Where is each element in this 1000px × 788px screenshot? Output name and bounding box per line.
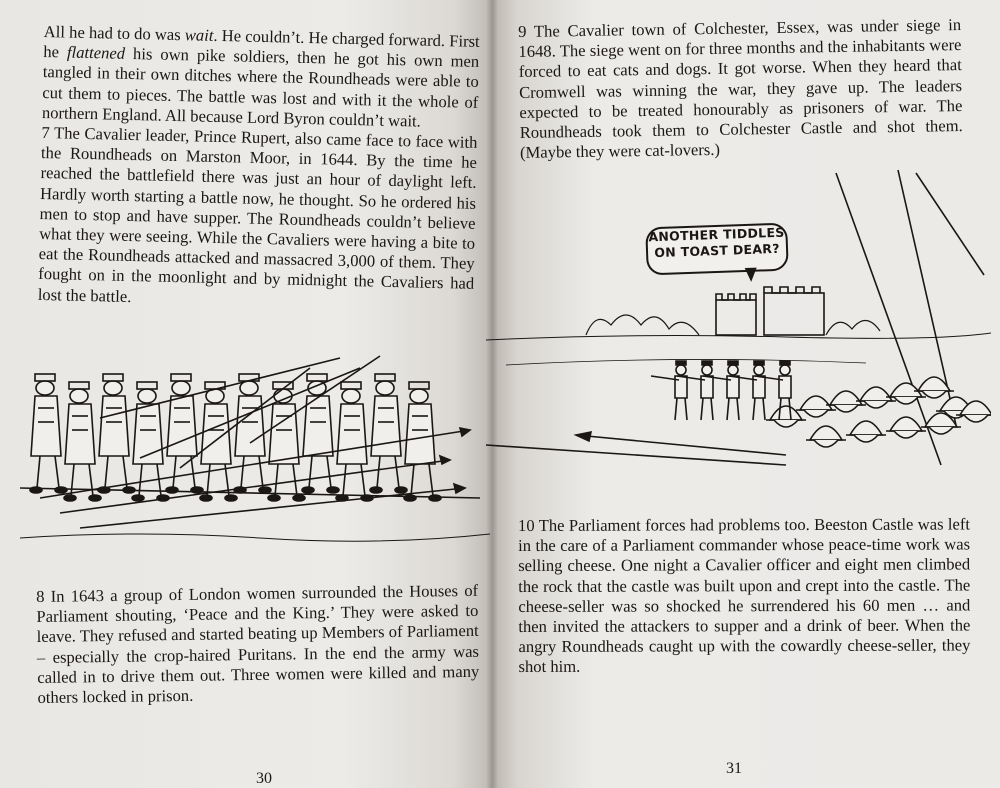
bubble-line-2: ON TOAST DEAR? <box>654 240 781 261</box>
bubble-tail <box>745 268 757 282</box>
pikemen-illustration <box>20 348 490 548</box>
left-page <box>0 0 492 788</box>
left-top-text <box>38 22 480 315</box>
book-gutter <box>486 0 498 788</box>
speech-bubble <box>645 223 789 276</box>
right-top-text <box>518 15 963 163</box>
para-7-intro: All he had to do was wait. He couldn’t. He charged forward. First he flattened his own pike soldiers, then he got his own men tangled in their own ditches where the Roundheads were able to cut them to pieces. The battle was lost and with it the whole of northern England. All because Lord Byron couldn’t wait. <box>41 22 480 131</box>
left-bottom-text <box>36 581 480 708</box>
right-bottom-text <box>518 514 971 677</box>
bubble-line-1: ANOTHER TIDDLES <box>648 224 785 245</box>
para-8: 8 In 1643 a group of London women surrounded the Houses of Parliament shouting, ‘Peace and the King.’ They were asked to leave. They refused and started beating up Members of Parliament – especially the crop-haired Puritans. In the end the army was called in to drive them out. Three women were killed and many others locked in prison. <box>36 580 480 708</box>
musketeers-castle-illustration <box>486 165 991 510</box>
page-number-right: 31 <box>726 760 742 777</box>
para-7: 7 The Cavalier leader, Prince Rupert, also came face to face with the Roundheads on Marston Moor, in 1644. By the time he reached the battlefield there was just an hour of daylight left. Hardly worth starting a battle now, he thought. So he ordered his men to stop and have supper. The Roundheads couldn’t believe what they were seeing. While the Cavaliers were having a bite to eat the Roundheads attacked and massacred 3,000 of them. They fought on in the moonlight and by midnight the Cavaliers had lost the battle. <box>37 122 478 306</box>
para-10: 10 The Parliament forces had problems too. Beeston Castle was left in the care of a Parliament commander whose peace-time work was selling cheese. One night a Cavalier officer and eight men climbed the rock that the castle was built upon and crept into the castle. The cheese-seller was so shocked he surrendered his 60 men … and then invited the attackers to supper and a drink of beer. When the angry Roundheads caught up with the cowardly cheese-seller, they shot him. <box>518 514 971 677</box>
para-9: 9 The Cavalier town of Colchester, Essex, was under siege in 1648. The siege went on for three months and the inhabitants were forced to eat cats and dogs. It got worse. When they heard that Cromwell was winning the war, they gave up. The leaders expected to be treated honourably as prisoners of war. The Roundheads took them to Colchester Castle and shot them. (Maybe they were cat-lovers.) <box>518 15 963 163</box>
page-number-left: 30 <box>256 770 272 787</box>
